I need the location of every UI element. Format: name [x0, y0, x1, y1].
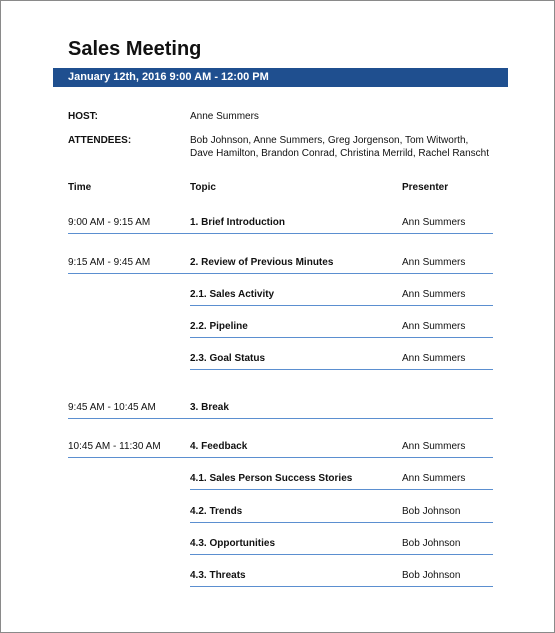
row-time: 9:00 AM - 9:15 AM	[68, 217, 151, 228]
row-divider	[190, 522, 493, 523]
row-topic: 2. Review of Previous Minutes	[190, 257, 334, 268]
date-time-text: January 12th, 2016 9:00 AM - 12:00 PM	[68, 71, 269, 83]
host-label: HOST:	[68, 111, 98, 122]
row-divider	[190, 337, 493, 338]
attendees-line-1: Bob Johnson, Anne Summers, Greg Jorgenson, Tom Witworth,	[190, 135, 469, 146]
row-topic: 2.2. Pipeline	[190, 321, 248, 332]
row-presenter: Ann Summers	[402, 321, 466, 332]
row-topic: 4.2. Trends	[190, 506, 243, 517]
row-topic: 1. Brief Introduction	[190, 217, 285, 228]
header-time: Time	[68, 182, 92, 193]
row-divider	[190, 554, 493, 555]
row-divider	[68, 457, 493, 458]
row-divider	[190, 586, 493, 587]
attendees-label: ATTENDEES:	[68, 135, 132, 146]
row-presenter: Ann Summers	[402, 353, 466, 364]
row-divider	[68, 418, 493, 419]
row-time: 9:45 AM - 10:45 AM	[68, 402, 156, 413]
row-presenter: Ann Summers	[402, 257, 466, 268]
row-topic: 3. Break	[190, 402, 229, 413]
row-topic: 4.1. Sales Person Success Stories	[190, 473, 353, 484]
row-divider	[190, 305, 493, 306]
row-divider	[68, 273, 493, 274]
header-topic: Topic	[190, 182, 216, 193]
row-presenter: Ann Summers	[402, 473, 466, 484]
row-topic: 2.3. Goal Status	[190, 353, 266, 364]
row-divider	[190, 489, 493, 490]
row-presenter: Bob Johnson	[402, 538, 461, 549]
row-topic: 2.1. Sales Activity	[190, 289, 275, 300]
row-divider	[68, 233, 493, 234]
row-topic: 4.3. Opportunities	[190, 538, 276, 549]
row-presenter: Bob Johnson	[402, 506, 461, 517]
row-topic: 4.3. Threats	[190, 570, 246, 581]
attendees-line-2: Dave Hamilton, Brandon Conrad, Christina Merrild, Rachel Ranscht	[190, 148, 490, 159]
row-presenter: Ann Summers	[402, 441, 466, 452]
page-title: Sales Meeting	[68, 38, 202, 60]
row-presenter: Ann Summers	[402, 217, 466, 228]
header-presenter: Presenter	[402, 182, 449, 193]
row-presenter: Bob Johnson	[402, 570, 461, 581]
date-banner	[53, 68, 508, 87]
row-divider	[190, 369, 493, 370]
row-topic: 4. Feedback	[190, 441, 248, 452]
host-value: Anne Summers	[190, 111, 259, 122]
row-presenter: Ann Summers	[402, 289, 466, 300]
row-time: 9:15 AM - 9:45 AM	[68, 257, 151, 268]
row-time: 10:45 AM - 11:30 AM	[68, 441, 161, 452]
